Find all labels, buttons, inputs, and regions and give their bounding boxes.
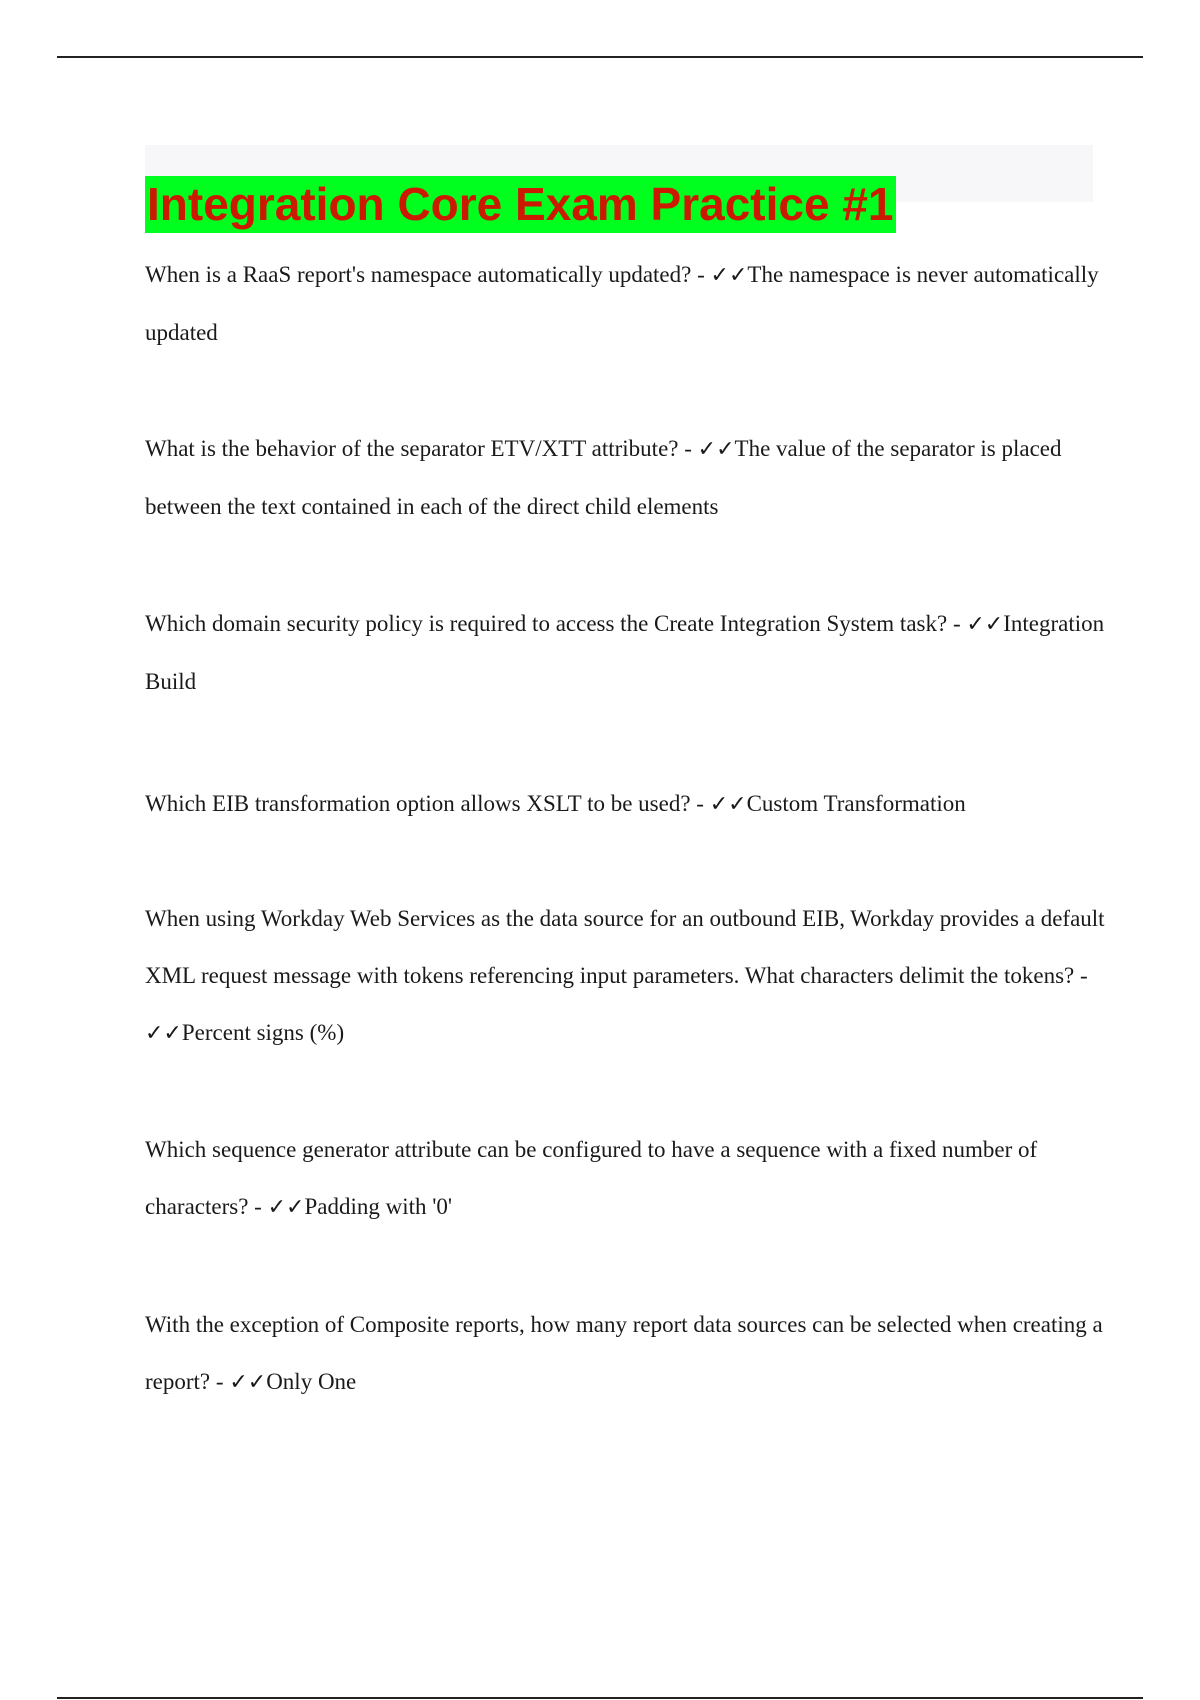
question-text: Which sequence generator attribute can be configured to have a sequence with a fixed number of characters? [145, 1137, 1038, 1219]
qa-item-5 [145, 890, 1105, 1062]
check-icon: ✓✓ [229, 1370, 267, 1395]
question-text: When is a RaaS report's namespace automatically updated? [145, 262, 692, 287]
qa-item-6 [145, 1121, 1105, 1236]
check-icon: ✓✓ [709, 792, 747, 817]
qa-item-4 [145, 775, 1105, 833]
answer-text: The value of the separator is placed between the text contained in each of the direct child elements [145, 436, 1062, 519]
separator: - [1074, 963, 1088, 988]
question-text: When using Workday Web Services as the data source for an outbound EIB, Workday provides a default XML request message with tokens referencing input parameters. What characters delimit the tokens? [145, 906, 1105, 988]
question-text: Which domain security policy is required to access the Create Integration System task? [145, 611, 948, 636]
separator: - [690, 791, 710, 816]
separator: - [691, 262, 711, 287]
answer-text: Only One [266, 1369, 357, 1394]
answer-text: Custom Transformation [746, 791, 966, 816]
separator: - [248, 1194, 268, 1219]
separator: - [947, 611, 967, 636]
question-text: What is the behavior of the separator ETV/XTT attribute? [145, 436, 679, 461]
check-icon: ✓✓ [267, 1195, 305, 1220]
answer-text: The namespace is never automatically updated [145, 262, 1099, 345]
answer-text: Padding with '0' [304, 1194, 453, 1219]
qa-item-2 [145, 420, 1105, 535]
check-icon: ✓✓ [145, 1021, 182, 1046]
qa-item-1 [145, 246, 1105, 361]
check-icon: ✓✓ [710, 263, 748, 288]
separator: - [678, 436, 698, 461]
check-icon: ✓✓ [697, 437, 735, 462]
answer-text: Percent signs (%) [181, 1020, 345, 1045]
bottom-rule [57, 1697, 1143, 1699]
qa-item-3 [145, 595, 1105, 710]
check-icon: ✓✓ [966, 612, 1004, 637]
top-rule [57, 56, 1143, 58]
answer-text: Integration Build [145, 611, 1105, 694]
qa-item-7 [145, 1296, 1105, 1411]
question-text: With the exception of Composite reports, how many report data sources can be selected when creating a report? [145, 1312, 1103, 1394]
separator: - [210, 1369, 230, 1394]
question-text: Which EIB transformation option allows XSLT to be used? [145, 791, 691, 816]
page-title: Integration Core Exam Practice #1 [145, 176, 896, 233]
